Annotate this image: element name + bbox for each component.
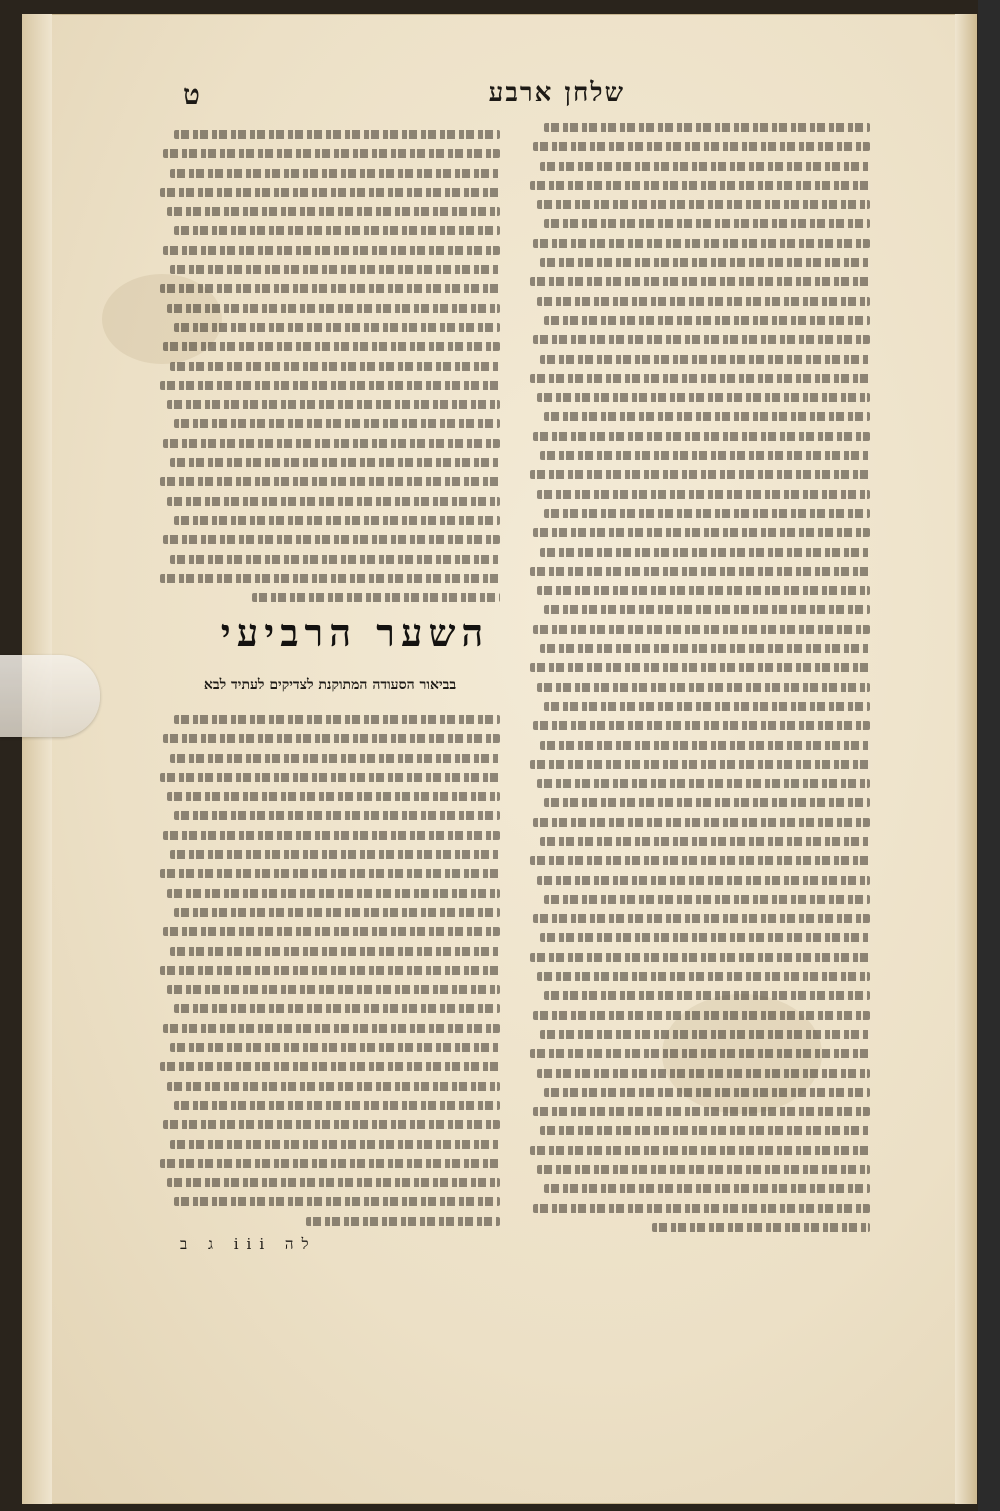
text-line [530, 1025, 870, 1044]
text-line [530, 1218, 870, 1237]
text-line [160, 1173, 500, 1192]
text-line [530, 311, 870, 330]
left-text-column-top [160, 125, 500, 607]
printer-signature: לה iii ג ב [180, 1235, 317, 1253]
text-line [530, 909, 870, 928]
text-line [530, 928, 870, 947]
text-line [160, 144, 500, 163]
text-line [160, 472, 500, 491]
text-line [530, 1121, 870, 1140]
text-line [160, 511, 500, 530]
text-line [530, 1006, 870, 1025]
text-line [160, 1096, 500, 1115]
text-line [530, 1044, 870, 1063]
page-edge-left [22, 14, 52, 1504]
text-line [530, 716, 870, 735]
text-line [160, 1077, 500, 1096]
right-text-column [530, 118, 870, 1237]
text-line [530, 292, 870, 311]
text-line [530, 330, 870, 349]
folio-number: ט [183, 78, 200, 111]
text-line [530, 871, 870, 890]
text-line [530, 736, 870, 755]
text-line [160, 434, 500, 453]
book-binding [978, 0, 1000, 1511]
text-line [160, 884, 500, 903]
text-line [530, 600, 870, 619]
text-line [160, 787, 500, 806]
page-header [175, 78, 645, 116]
text-line [530, 176, 870, 195]
text-line [160, 492, 500, 511]
section-heading: השער הרביעי [220, 610, 490, 655]
text-line [160, 922, 500, 941]
text-line [530, 427, 870, 446]
text-line [160, 569, 500, 588]
text-line [530, 369, 870, 388]
text-line [530, 523, 870, 542]
text-line [530, 214, 870, 233]
text-line [160, 1212, 500, 1231]
text-line [160, 942, 500, 961]
text-line [160, 749, 500, 768]
text-line [530, 388, 870, 407]
text-line [530, 543, 870, 562]
text-line [160, 164, 500, 183]
text-line [160, 980, 500, 999]
text-line [530, 658, 870, 677]
clear-binding-strap [0, 655, 100, 737]
text-line [160, 1135, 500, 1154]
text-line [530, 157, 870, 176]
text-line [160, 1154, 500, 1173]
text-line [530, 253, 870, 272]
text-line [160, 710, 500, 729]
text-line [530, 562, 870, 581]
text-line [160, 826, 500, 845]
text-line [160, 729, 500, 748]
text-line [160, 1038, 500, 1057]
text-line [160, 357, 500, 376]
text-line [160, 241, 500, 260]
text-line [530, 967, 870, 986]
text-line [530, 755, 870, 774]
text-line [160, 260, 500, 279]
text-line [160, 125, 500, 144]
text-line [160, 395, 500, 414]
running-title: שלחן ארבע [488, 78, 625, 108]
text-line [530, 234, 870, 253]
text-line [160, 588, 500, 607]
text-line [160, 961, 500, 980]
text-line [530, 793, 870, 812]
text-line [530, 774, 870, 793]
text-line [530, 948, 870, 967]
text-line [160, 376, 500, 395]
text-line [530, 1064, 870, 1083]
text-line [160, 550, 500, 569]
text-line [160, 279, 500, 298]
text-line [160, 414, 500, 433]
text-line [160, 221, 500, 240]
text-line [160, 903, 500, 922]
text-line [530, 504, 870, 523]
text-line [530, 118, 870, 137]
text-line [160, 1019, 500, 1038]
left-text-column-bottom [160, 710, 500, 1231]
text-line [530, 986, 870, 1005]
section-subheading: בביאור הסעודה המתוקנת לצדיקים לעתיד לבא [203, 677, 457, 693]
text-line [530, 581, 870, 600]
text-line [530, 137, 870, 156]
text-line [530, 1083, 870, 1102]
text-line [530, 1102, 870, 1121]
text-line [160, 768, 500, 787]
text-line [530, 890, 870, 909]
text-line [160, 1115, 500, 1134]
text-line [530, 446, 870, 465]
text-line [530, 620, 870, 639]
text-line [160, 318, 500, 337]
text-line [160, 453, 500, 472]
text-line [530, 195, 870, 214]
text-line [530, 1199, 870, 1218]
text-line [530, 851, 870, 870]
page-edge-right [955, 14, 977, 1504]
text-line [530, 1160, 870, 1179]
text-line [160, 337, 500, 356]
text-line [530, 350, 870, 369]
text-line [530, 272, 870, 291]
text-line [160, 845, 500, 864]
text-line [160, 299, 500, 318]
text-line [530, 813, 870, 832]
text-line [530, 485, 870, 504]
text-line [160, 1192, 500, 1211]
text-line [160, 183, 500, 202]
text-line [160, 202, 500, 221]
text-line [160, 1057, 500, 1076]
text-line [160, 530, 500, 549]
text-line [530, 1141, 870, 1160]
text-line [530, 465, 870, 484]
text-line [160, 806, 500, 825]
text-line [530, 697, 870, 716]
text-line [530, 832, 870, 851]
text-line [530, 639, 870, 658]
text-line [160, 999, 500, 1018]
text-line [530, 678, 870, 697]
text-line [160, 864, 500, 883]
text-line [530, 407, 870, 426]
text-line [530, 1179, 870, 1198]
